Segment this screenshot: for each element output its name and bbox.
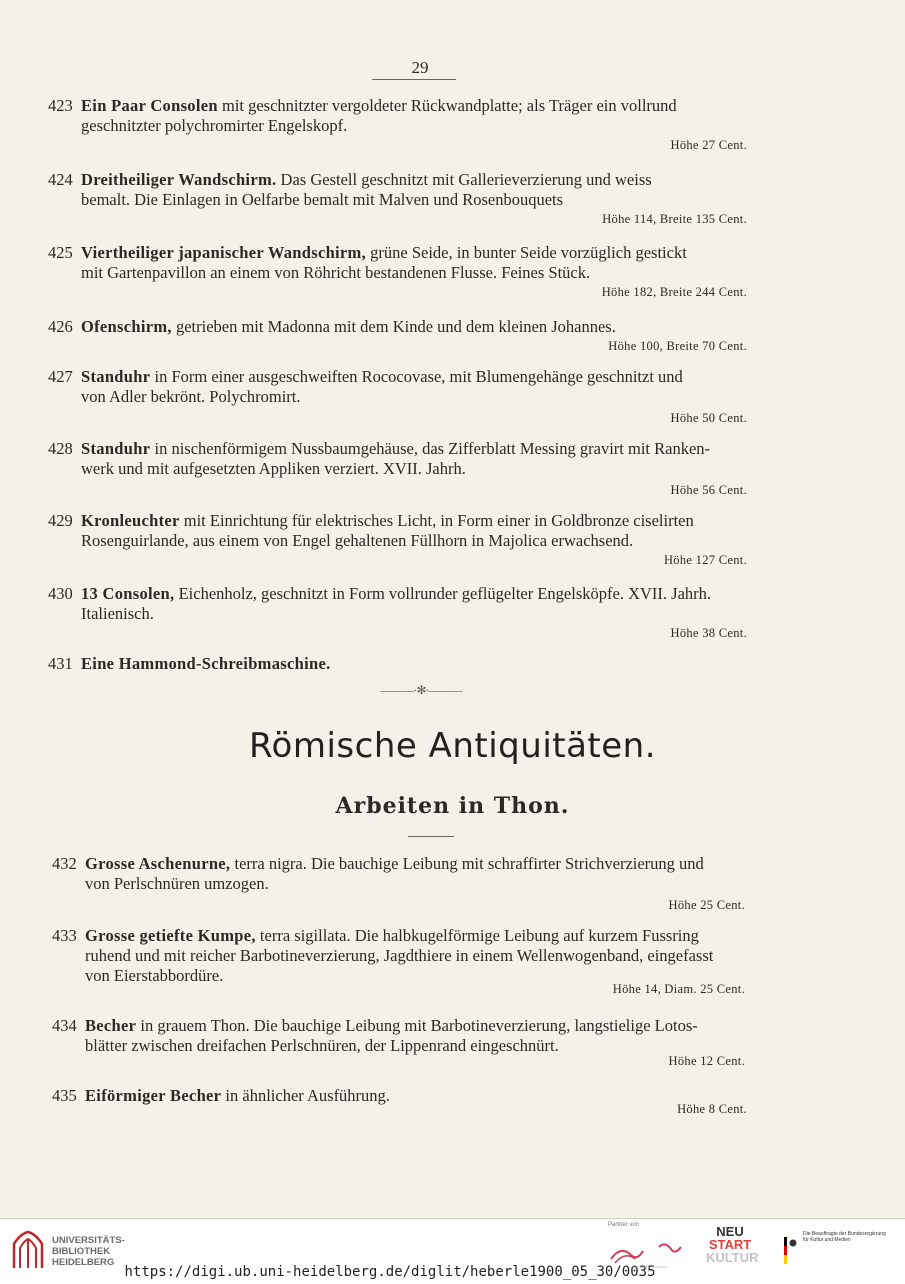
entry-measure: Höhe 25 Cent. xyxy=(668,898,745,912)
entry-number: 429 xyxy=(48,511,73,530)
partner-label: Partner von xyxy=(608,1222,640,1228)
federal-commissioner-label: Die Beauftragte der Bundesregierung für Kultur und Medien xyxy=(803,1231,886,1243)
entry-measure: Höhe 12 Cent. xyxy=(668,1054,745,1068)
section-title: Römische Antiquitäten. xyxy=(248,726,657,766)
entry-number: 434 xyxy=(52,1016,77,1035)
entry-line: terra nigra. Die bauchige Leibung mit schraffirter Strichverzierung und xyxy=(234,854,704,873)
entry-line: ruhend und mit reicher Barbotineverzierung, Jagdthiere in einem Wellenwogenband, eingefasst xyxy=(85,946,714,965)
entry-line: bemalt. Die Einlagen in Oelfarbe bemalt mit Malven und Rosenbouquets xyxy=(81,190,564,209)
catalog-entry-426 xyxy=(48,317,793,355)
entry-line: terra sigillata. Die halbkugelförmige Leibung auf kurzem Fussring xyxy=(259,926,699,945)
entry-line: in grauem Thon. Die bauchige Leibung mit Barbotineverzierung, langstielige Lotos- xyxy=(140,1016,698,1035)
entry-number: 427 xyxy=(48,367,73,386)
neustart-kultur-logo[interactable]: NEU START KULTUR xyxy=(706,1224,759,1265)
entry-title: Standuhr xyxy=(81,367,151,386)
library-name[interactable]: UNIVERSITÄTS- BIBLIOTHEK HEIDELBERG xyxy=(52,1235,125,1268)
page-number-rule xyxy=(372,79,456,80)
entry-line: mit Einrichtung für elektrisches Licht, in Form einer in Goldbronze ciselirten xyxy=(183,511,694,530)
entry-number: 428 xyxy=(48,439,73,458)
entry-measure: Höhe 14, Diam. 25 Cent. xyxy=(612,982,745,996)
entry-title: Becher xyxy=(85,1016,137,1035)
entry-line: mit geschnitzter vergoldeter Rückwandplatte; als Träger ein vollrund xyxy=(221,96,677,115)
entry-number: 431 xyxy=(48,654,73,673)
subsection-title: Arbeiten in Thon. xyxy=(335,793,570,819)
entry-number: 424 xyxy=(48,170,73,189)
catalog-entry-427 xyxy=(48,367,793,427)
catalog-entry-429 xyxy=(48,511,793,569)
catalog-entry-431 xyxy=(48,654,793,674)
catalog-entry-423 xyxy=(48,96,793,154)
catalog-entry-424 xyxy=(48,170,793,228)
entry-title: Kronleuchter xyxy=(81,511,180,530)
entry-line: von Eierstabbordüre. xyxy=(85,966,224,985)
entry-line: Das Gestell geschnitzt mit Gallerieverzierung und weiss xyxy=(280,170,652,189)
entry-number: 432 xyxy=(52,854,77,873)
entry-number: 430 xyxy=(48,584,73,603)
entry-line: mit Gartenpavillon an einem von Röhricht bestandenen Flusse. Feines Stück. xyxy=(81,263,591,282)
entry-measure: Höhe 38 Cent. xyxy=(670,626,747,640)
catalog-entry-433 xyxy=(52,926,797,998)
entry-number: 435 xyxy=(52,1086,77,1105)
entry-measure: Höhe 27 Cent. xyxy=(670,138,747,152)
catalog-entry-434 xyxy=(52,1016,797,1070)
entry-line: Eichenholz, geschnitzt in Form vollrunder geflügelter Engelsköpfe. XVII. Jahrh. xyxy=(178,584,712,603)
entry-line: getrieben mit Madonna mit dem Kinde und dem kleinen Johannes. xyxy=(175,317,616,336)
viewer-footer xyxy=(0,1218,905,1284)
entry-title: Standuhr xyxy=(81,439,151,458)
entry-title: Ein Paar Consolen xyxy=(81,96,218,115)
entry-number: 423 xyxy=(48,96,73,115)
entry-line: werk und mit aufgesetzten Appliken verziert. XVII. Jahrh. xyxy=(81,459,466,478)
entry-line: blätter zwischen dreifachen Perlschnüren, der Lippenrand eingeschnürt. xyxy=(85,1036,559,1055)
entry-measure: Höhe 8 Cent. xyxy=(677,1102,747,1116)
entry-line: in Form einer ausgeschweiften Rococovase, mit Blumengehänge geschnitzt und xyxy=(154,367,683,386)
entry-title: Eiförmiger Becher xyxy=(85,1086,222,1105)
entry-line: grüne Seide, in bunter Seide vorzüglich gestickt xyxy=(370,243,687,262)
entry-title: 13 Consolen, xyxy=(81,584,175,603)
entry-measure: Höhe 56 Cent. xyxy=(670,483,747,497)
entry-line: Italienisch. xyxy=(81,604,154,623)
catalog-entry-425 xyxy=(48,243,793,301)
entry-line: in nischenförmigem Nussbaumgehäuse, das Zifferblatt Messing gravirt mit Ranken- xyxy=(154,439,711,458)
entry-title: Viertheiliger japanischer Wandschirm, xyxy=(81,243,367,262)
entry-title: Eine Hammond-Schreibmaschine. xyxy=(81,654,331,673)
entry-line: in ähnlicher Ausführung. xyxy=(225,1086,390,1105)
entry-number: 433 xyxy=(52,926,77,945)
entry-title: Ofenschirm, xyxy=(81,317,172,336)
entry-measure: Höhe 127 Cent. xyxy=(663,553,747,567)
entry-title: Grosse getiefte Kumpe, xyxy=(85,926,256,945)
federal-eagle-flag-icon xyxy=(784,1231,798,1269)
entry-line: Rosenguirlande, aus einem von Engel gehaltenen Füllhorn in Majolica erwachsend. xyxy=(81,531,634,550)
ornament-divider: ———·✻·——— xyxy=(380,683,462,697)
catalog-entry-428 xyxy=(48,439,793,499)
entry-measure: Höhe 182, Breite 244 Cent. xyxy=(601,285,747,299)
subsection-rule xyxy=(408,836,454,837)
entry-number: 426 xyxy=(48,317,73,336)
document-url-link[interactable]: https://digi.ub.uni-heidelberg.de/diglit/heberle1900_05_30/0035 xyxy=(124,1264,656,1280)
deutsche-digitale-bibliothek-logo-icon[interactable] xyxy=(607,1237,702,1269)
catalog-entry-430 xyxy=(48,584,793,642)
entry-measure: Höhe 50 Cent. xyxy=(670,411,747,425)
entry-number: 425 xyxy=(48,243,73,262)
entry-line: von Adler bekrönt. Polychromirt. xyxy=(81,387,301,406)
catalog-entry-435 xyxy=(52,1086,797,1118)
entry-title: Grosse Aschenurne, xyxy=(85,854,231,873)
entry-measure: Höhe 114, Breite 135 Cent. xyxy=(602,212,747,226)
entry-measure: Höhe 100, Breite 70 Cent. xyxy=(608,339,747,353)
catalog-entry-432 xyxy=(52,854,797,914)
entry-line: geschnitzter polychromirter Engelskopf. xyxy=(81,116,348,135)
entry-title: Dreitheiliger Wandschirm. xyxy=(81,170,277,189)
entry-line: von Perlschnüren umzogen. xyxy=(85,874,269,893)
page-number: 29 xyxy=(411,58,429,77)
